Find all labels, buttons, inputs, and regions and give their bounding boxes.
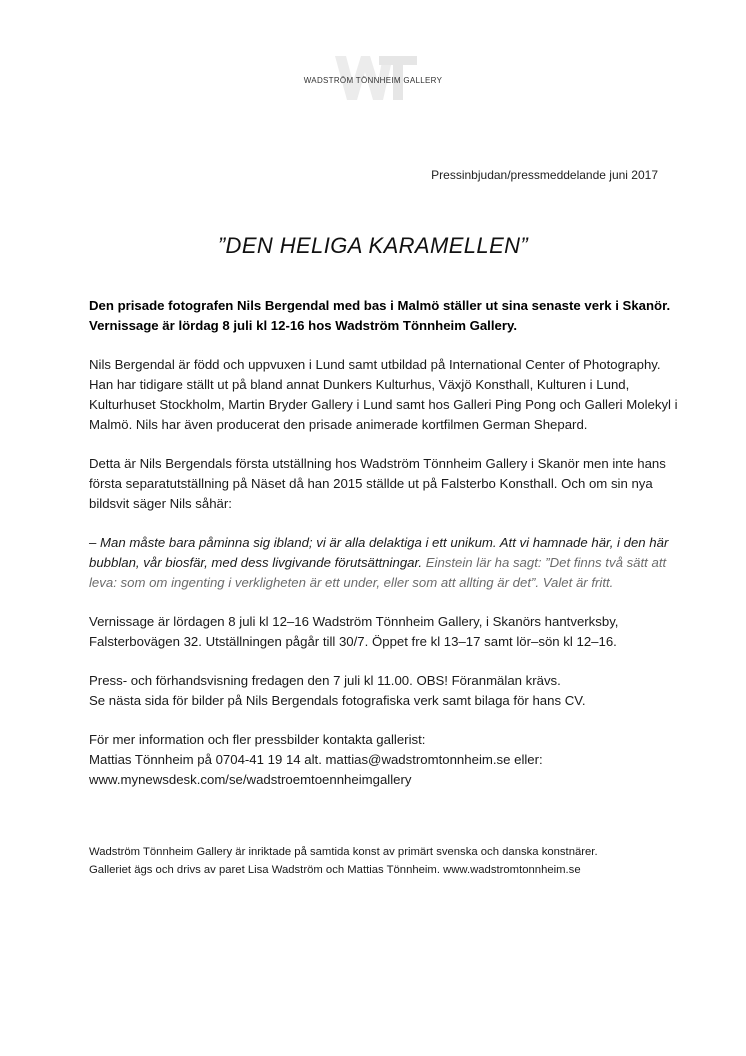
quote-text: – Man måste bara påminna sig ibland; vi är alla delaktiga i ett unikum. Att vi hamnade här, i den här bubblan, vår biosfär, med dess livgivande förutsättningar. [89, 534, 669, 570]
contact-intro-line: För mer information och fler pressbilder kontakta gallerist: [89, 732, 426, 748]
gallery-logo [0, 46, 746, 106]
footer-line-1: Wadström Tönnheim Gallery är inriktade på samtida konst av primärt svenska och danska konstnärer. [89, 846, 598, 858]
intro-paragraph: Detta är Nils Bergendals första utställning hos Wadström Tönnheim Gallery i Skanör men inte hans första separatutställning på Näset då han 2015 ställde ut på Falsterbo Konsthall. Och om sin nya bildsvit säger Nils såhär: [89, 455, 666, 511]
quote-paragraph [89, 533, 679, 592]
contact-paragraph [89, 730, 679, 789]
contact-details-line: Mattias Tönnheim på 0704-41 19 14 alt. mattias@wadstromtonnheim.se eller: [89, 752, 543, 768]
press-preview-line: Press- och förhandsvisning fredagen den 7 juli kl 11.00. OBS! Föranmälan krävs. [89, 673, 561, 689]
press-paragraph [89, 671, 679, 711]
press-attachment-line: Se nästa sida för bilder på Nils Bergendals fotografiska verk samt bilaga för hans CV. [89, 692, 586, 708]
newsdesk-link[interactable]: www.mynewsdesk.com/se/wadstroemtoennheimgallery [89, 771, 412, 787]
page-title: ”DEN HELIGA KARAMELLEN” [217, 233, 529, 258]
gallery-logo-name: WADSTRÖM TÖNNHEIM GALLERY [303, 76, 443, 85]
vernissage-paragraph: Vernissage är lördagen 8 juli kl 12–16 Wadström Tönnheim Gallery, i Skanörs hantverksby, Falsterbovägen 32. Utställningen pågår till 30/7. Öppet fre kl 13–17 samt lör–sön kl 12–16. [89, 613, 619, 649]
press-body [89, 296, 679, 809]
footer-line-2: Galleriet ägs och drivs av paret Lisa Wadström och Mattias Tönnheim. www.wadstromtonnheim.se [89, 863, 581, 876]
press-dateline: Pressinbjudan/pressmeddelande juni 2017 [431, 168, 658, 182]
gallery-footer [89, 844, 679, 880]
lead-paragraph: Den prisade fotografen Nils Bergendal med bas i Malmö ställer ut sina senaste verk i Skanör. Vernissage är lördag 8 juli kl 12-16 hos Wadström Tönnheim Gallery. [89, 298, 671, 333]
bio-paragraph: Nils Bergendal är född och uppvuxen i Lund samt utbildad på International Center of Photography. Han har tidigare ställt ut på bland annat Dunkers Kulturhus, Växjö Konsthall, Kulturen i Lund, Kulturhuset Stockholm, Martin Bryder Gallery i Lund samt hos Galleri Ping Pong och Galleri Molekyl i Malmö. Nils har även producerat den prisade animerade kortfilmen German Shepard. [89, 357, 678, 432]
einstein-quote: Einstein lär ha sagt: ”Det finns två sätt att leva: som om ingenting i verkligheten är ett under, eller som att allting är det”. Valet är fritt. [89, 554, 667, 590]
